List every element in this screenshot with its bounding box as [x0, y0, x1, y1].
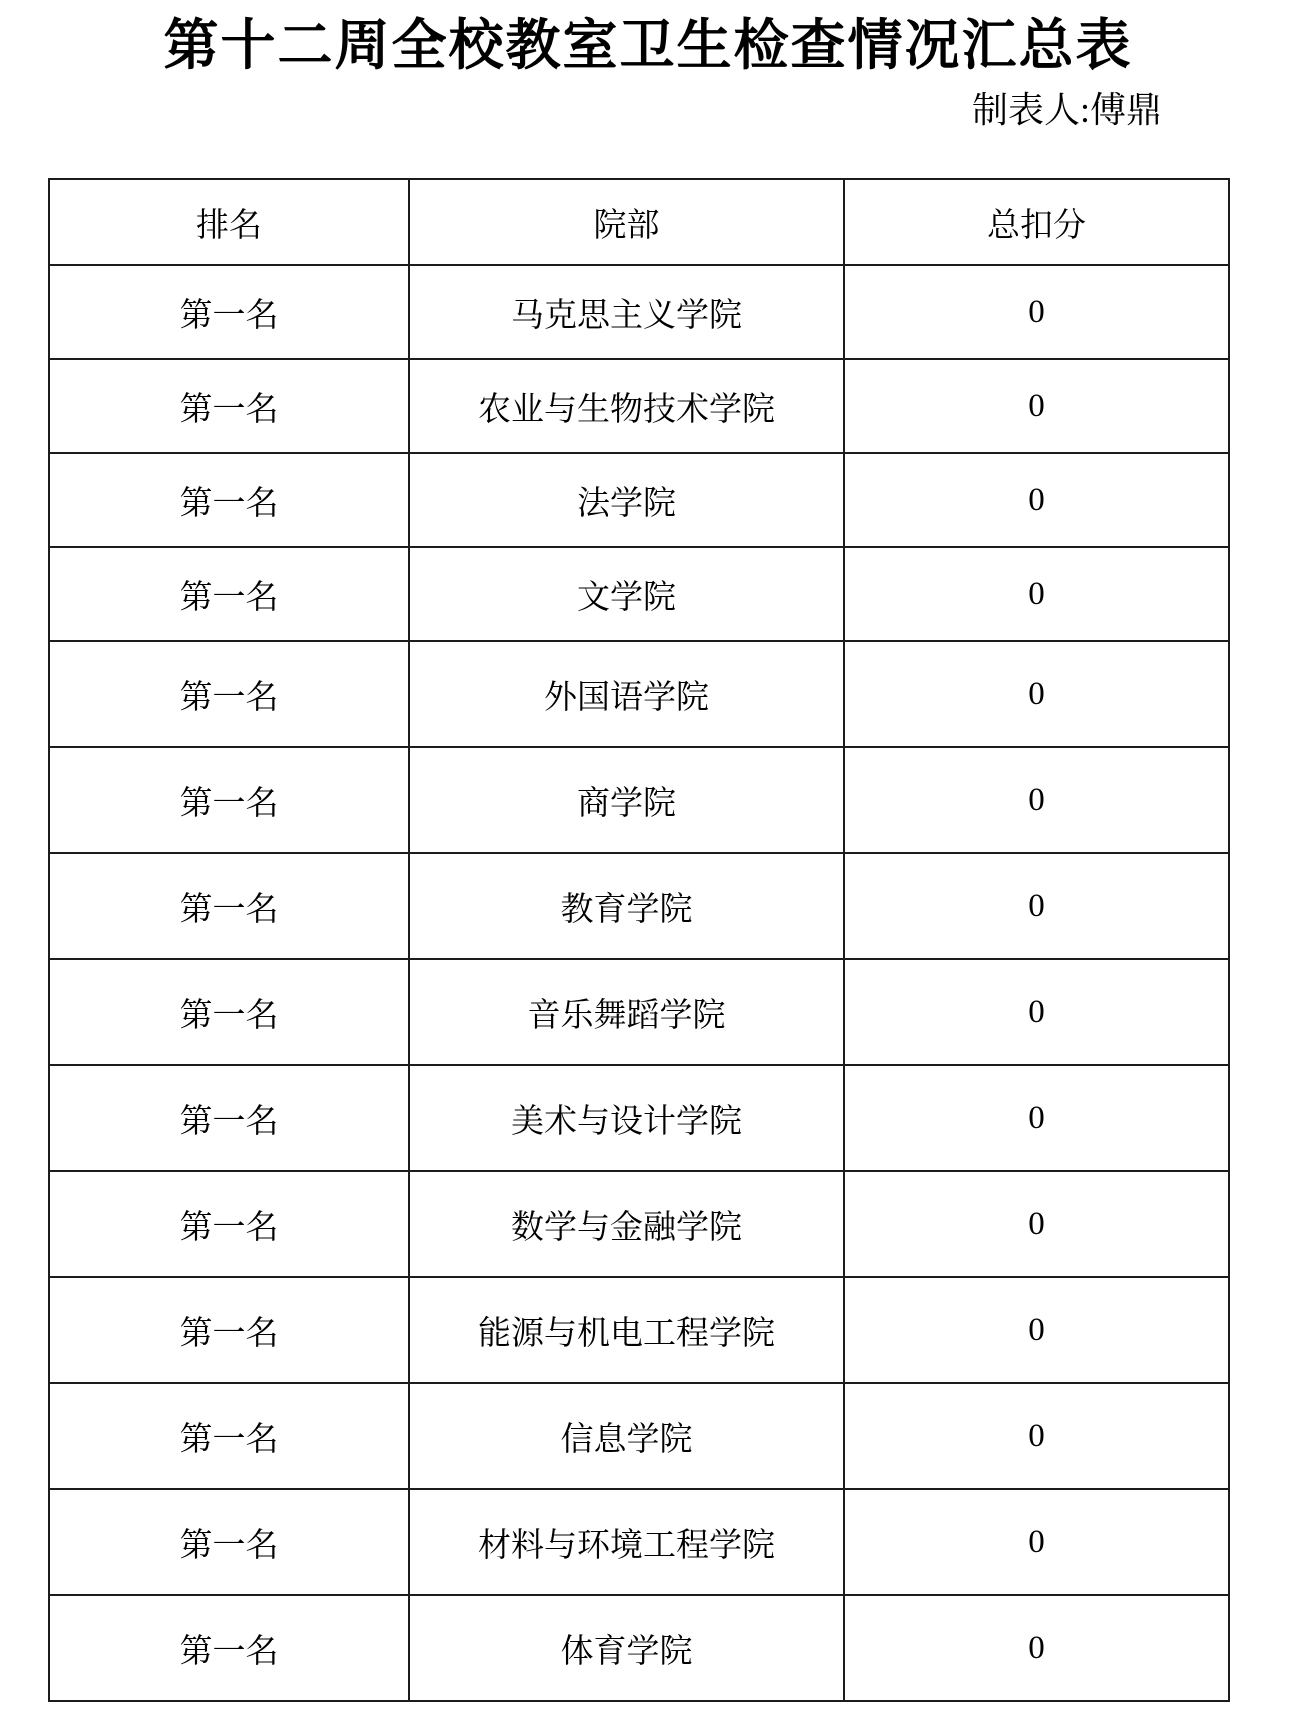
- rank-cell: 第一名: [49, 359, 409, 453]
- table-header: [49, 179, 1229, 265]
- deduction-cell: 0: [844, 547, 1229, 641]
- rank-cell: 第一名: [49, 1065, 409, 1171]
- column-header-rank: 排名: [49, 179, 409, 265]
- table-row: [49, 265, 1229, 359]
- deduction-cell: 0: [844, 359, 1229, 453]
- table-row: [49, 641, 1229, 747]
- page-title: 第十二周全校教室卫生检查情况汇总表: [163, 15, 1133, 76]
- table-row: [49, 1171, 1229, 1277]
- rank-cell: 第一名: [49, 1277, 409, 1383]
- creator-line: 制表人:傅鼎: [971, 90, 1162, 131]
- department-cell: 信息学院: [409, 1383, 844, 1489]
- deduction-cell: 0: [844, 1489, 1229, 1595]
- department-cell: 商学院: [409, 747, 844, 853]
- table-row: [49, 453, 1229, 547]
- table-row: [49, 547, 1229, 641]
- rank-cell: 第一名: [49, 853, 409, 959]
- table-row: [49, 1595, 1229, 1701]
- rank-cell: 第一名: [49, 1171, 409, 1277]
- document-page: [0, 14, 1296, 1730]
- rank-cell: 第一名: [49, 1383, 409, 1489]
- deduction-cell: 0: [844, 1383, 1229, 1489]
- summary-table: [48, 178, 1230, 1702]
- table-row: [49, 853, 1229, 959]
- table-row: [49, 1065, 1229, 1171]
- rank-cell: 第一名: [49, 547, 409, 641]
- rank-cell: 第一名: [49, 453, 409, 547]
- rank-cell: 第一名: [49, 959, 409, 1065]
- department-cell: 文学院: [409, 547, 844, 641]
- table-row: [49, 1383, 1229, 1489]
- rank-cell: 第一名: [49, 747, 409, 853]
- department-cell: 农业与生物技术学院: [409, 359, 844, 453]
- deduction-cell: 0: [844, 1171, 1229, 1277]
- rank-cell: 第一名: [49, 1595, 409, 1701]
- department-cell: 教育学院: [409, 853, 844, 959]
- deduction-cell: 0: [844, 265, 1229, 359]
- table-row: [49, 1489, 1229, 1595]
- department-cell: 材料与环境工程学院: [409, 1489, 844, 1595]
- department-cell: 外国语学院: [409, 641, 844, 747]
- deduction-cell: 0: [844, 453, 1229, 547]
- department-cell: 能源与机电工程学院: [409, 1277, 844, 1383]
- deduction-cell: 0: [844, 747, 1229, 853]
- deduction-cell: 0: [844, 1277, 1229, 1383]
- table-row: [49, 959, 1229, 1065]
- rank-cell: 第一名: [49, 265, 409, 359]
- deduction-cell: 0: [844, 1595, 1229, 1701]
- table-row: [49, 359, 1229, 453]
- column-header-department: 院部: [409, 179, 844, 265]
- department-cell: 美术与设计学院: [409, 1065, 844, 1171]
- table-body: [49, 265, 1229, 1701]
- department-cell: 马克思主义学院: [409, 265, 844, 359]
- table-row: [49, 1277, 1229, 1383]
- department-cell: 法学院: [409, 453, 844, 547]
- deduction-cell: 0: [844, 1065, 1229, 1171]
- rank-cell: 第一名: [49, 1489, 409, 1595]
- department-cell: 数学与金融学院: [409, 1171, 844, 1277]
- deduction-cell: 0: [844, 641, 1229, 747]
- department-cell: 音乐舞蹈学院: [409, 959, 844, 1065]
- rank-cell: 第一名: [49, 641, 409, 747]
- table-header-row: [49, 179, 1229, 265]
- column-header-deduction: 总扣分: [844, 179, 1229, 265]
- table-row: [49, 747, 1229, 853]
- department-cell: 体育学院: [409, 1595, 844, 1701]
- deduction-cell: 0: [844, 853, 1229, 959]
- deduction-cell: 0: [844, 959, 1229, 1065]
